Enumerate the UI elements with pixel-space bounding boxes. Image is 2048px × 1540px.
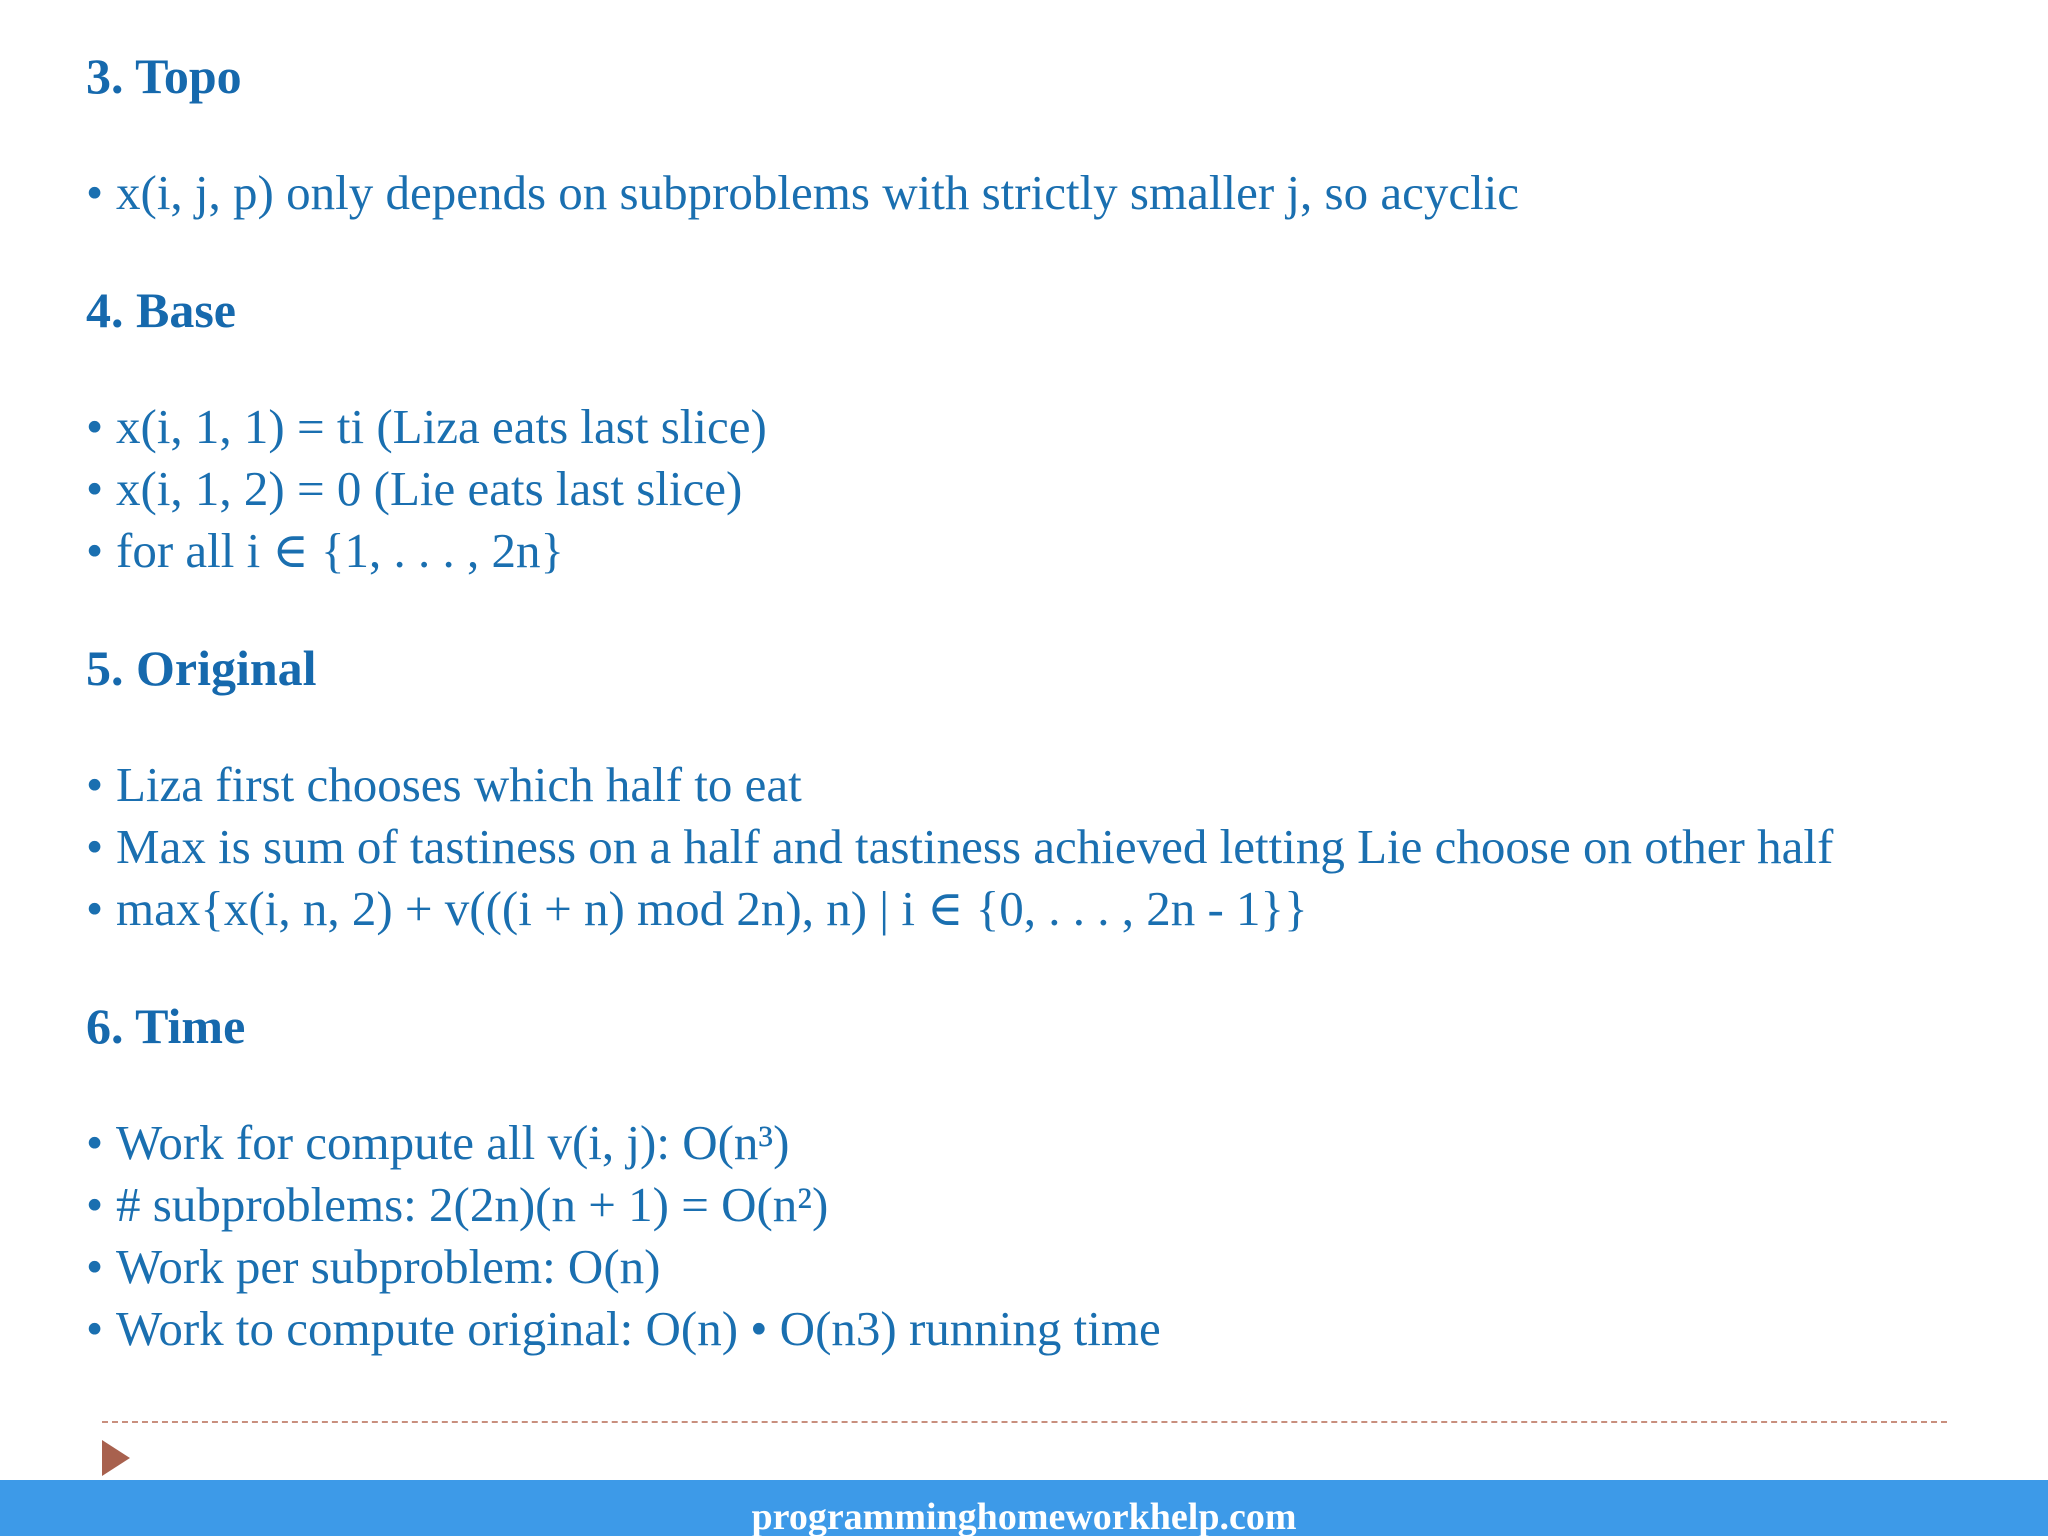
bullet-list — [86, 754, 1986, 940]
bullet-text: Max is sum of tastiness on a half and tastiness achieved letting Lie choose on other half — [116, 819, 1834, 874]
list-item — [86, 816, 1986, 878]
bullet-dot: • — [86, 165, 104, 220]
bullet-text: Work per subproblem: O(n) — [116, 1239, 661, 1294]
section-original — [86, 630, 1986, 988]
bullet-text: # subproblems: 2(2n)(n + 1) = O(n²) — [116, 1177, 829, 1232]
bullet-text: Liza first chooses which half to eat — [116, 757, 802, 812]
bullet-text: x(i, 1, 2) = 0 (Lie eats last slice) — [116, 461, 743, 516]
bullet-text: x(i, 1, 1) = ti (Liza eats last slice) — [116, 399, 767, 454]
list-item — [86, 520, 1986, 582]
bullet-text: Work for compute all v(i, j): O(n³) — [116, 1115, 790, 1170]
bullet-text: for all i ∈ {1, . . . , 2n} — [116, 523, 565, 578]
list-item — [86, 1112, 1986, 1174]
footer-bar — [0, 1480, 2048, 1536]
list-item — [86, 162, 1986, 224]
bullet-text: Work to compute original: O(n) • O(n3) running time — [116, 1301, 1161, 1356]
section-heading: 4. Base — [86, 282, 236, 338]
bullet-list — [86, 396, 1986, 582]
bullet-dot: • — [86, 523, 104, 578]
bullet-dot: • — [86, 1239, 104, 1294]
list-item — [86, 458, 1986, 520]
section-topo — [86, 38, 1986, 272]
bullet-dot: • — [86, 399, 104, 454]
bullet-dot: • — [86, 1115, 104, 1170]
list-item — [86, 1174, 1986, 1236]
list-item — [86, 396, 1986, 458]
section-base — [86, 272, 1986, 630]
section-heading: 3. Topo — [86, 48, 242, 104]
list-item — [86, 1236, 1986, 1298]
list-item — [86, 754, 1986, 816]
bullet-dot: • — [86, 1301, 104, 1356]
bullet-dot: • — [86, 881, 104, 936]
bullet-list — [86, 162, 1986, 224]
list-item — [86, 878, 1986, 940]
section-time — [86, 988, 1986, 1360]
footer-divider — [102, 1421, 1947, 1423]
bullet-text: x(i, j, p) only depends on subproblems with strictly smaller j, so acyclic — [116, 165, 1520, 220]
bullet-dot: • — [86, 461, 104, 516]
section-heading: 5. Original — [86, 640, 317, 696]
bullet-dot: • — [86, 1177, 104, 1232]
bullet-text: max{x(i, n, 2) + v(((i + n) mod 2n), n) | i ∈ {0, . . . , 2n - 1}} — [116, 881, 1308, 936]
bullet-dot: • — [86, 819, 104, 874]
list-item — [86, 1298, 1986, 1360]
section-heading: 6. Time — [86, 998, 246, 1054]
bullet-list — [86, 1112, 1986, 1360]
triangle-arrow-icon — [102, 1440, 130, 1476]
slide-content — [86, 38, 1986, 1360]
bullet-dot: • — [86, 757, 104, 812]
footer-website: programminghomeworkhelp.com — [751, 1496, 1297, 1538]
